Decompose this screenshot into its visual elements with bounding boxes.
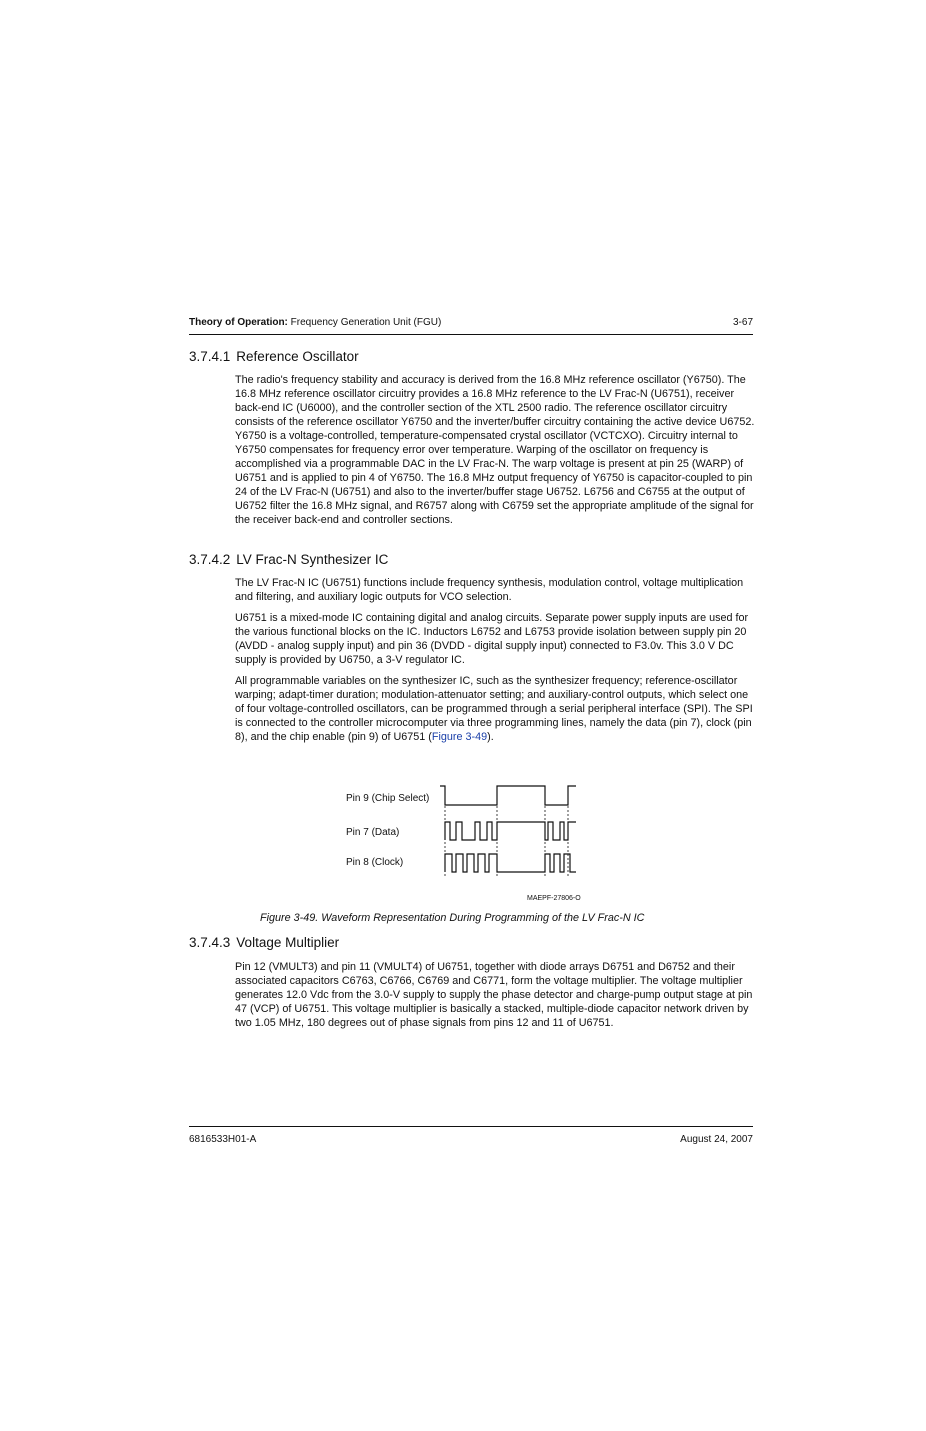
data-wave [445, 822, 576, 840]
header-title-bold: Theory of Operation: [189, 317, 288, 328]
header-title [189, 317, 441, 328]
header-title-rest: Frequency Generation Unit (FGU) [287, 317, 442, 328]
header-rule [189, 334, 753, 335]
figure-caption: Figure 3-49. Waveform Representation During Programming of the LV Frac-N IC [260, 912, 645, 924]
section-number: 3.7.4.2 [189, 552, 231, 567]
footer-date: August 24, 2007 [680, 1134, 753, 1145]
section-heading-voltage-multiplier [189, 935, 339, 950]
section-title: Reference Oscillator [236, 349, 359, 364]
clock-wave [445, 854, 576, 872]
label-chip-select: Pin 9 (Chip Select) [346, 793, 430, 804]
paragraph: Pin 12 (VMULT3) and pin 11 (VMULT4) of U6751, together with diode arrays D6751 and D6752 and their associated capacitors C6763, C6766, C6769 and C6771, form the voltage multiplier. The voltage multiplier generates 12.0 Vdc from the 3.0-V supply to supply the phase detector and charge-pump output stage at pin 47 (VCP) of U6751. This voltage multiplier is basically a stacked, multiple-diode capacitor network driven by two 1.05 MHz, 180 degrees out of phase signals from pins 12 and 11 of U6751. [235, 961, 753, 1029]
paragraph: The LV Frac-N IC (U6751) functions include frequency synthesis, modulation control, voltage multiplication and filtering, and auxiliary logic outputs for VCO selection. [235, 577, 744, 603]
footer-doc-number: 6816533H01-A [189, 1134, 257, 1145]
paragraph: U6751 is a mixed-mode IC containing digital and analog circuits. Separate power supply inputs are used for the various functional blocks on the IC. Inductors L6752 and L6753 provide isolation between supply pin 20 (AVDD - analog supply input) and pin 36 (DVDD - digital supply input) connected to F3.0v. This 3.0 V DC supply is provided by U6750, a 3-V regulator IC. [235, 612, 749, 666]
section-number: 3.7.4.1 [189, 349, 231, 364]
section-title: LV Frac-N Synthesizer IC [236, 552, 389, 567]
paragraph-tail: ). [487, 731, 494, 743]
label-data: Pin 7 (Data) [346, 827, 400, 838]
section-heading-lv-frac-n [189, 552, 388, 567]
page-header [189, 317, 753, 335]
section-title: Voltage Multiplier [236, 935, 340, 950]
section-number: 3.7.4.3 [189, 935, 231, 950]
waveform-diagram [340, 780, 590, 892]
paragraph: The radio's frequency stability and accuracy is derived from the 16.8 MHz reference oscillator (Y6750). The 16.8 MHz reference oscillator circuitry provides a 16.8 MHz reference to the LV Frac-N (U6751), receiver back-end IC (U6000), and the controller section of the XTL 2500 radio. The reference oscillator circuitry consists of the reference oscillator Y6750 and the inverter/buffer circuitry containing the active device U6752. Y6750 is a voltage-controlled, temperature-compensated crystal oscillator (VCTCXO). Circuitry internal to Y6750 compensates for frequency error over temperature. Warping of the oscillator on frequency is accomplished via a programmable DAC in the LV Frac-N. The warp voltage is present at pin 25 (WARP) of U6751 and is applied to pin 4 of Y6750. The 16.8 MHz output frequency of Y6750 is capacitor-coupled to pin 24 of the LV Frac-N (U6751) and also to the inverter/buffer stage U6752. L6756 and C6755 at the output of U6752 filter the 16.8 MHz signal, and R6757 along with C6759 set the appropriate amplitude of the signal for the receiver back-end and controller sections. [235, 374, 755, 526]
header-page-number: 3-67 [732, 317, 753, 328]
figure-code: MAEPF-27806-O [527, 895, 581, 902]
waveform-figure [340, 780, 590, 910]
footer-rule [189, 1126, 753, 1127]
section-heading-reference-oscillator [189, 349, 359, 364]
label-clock: Pin 8 (Clock) [346, 857, 404, 868]
paragraph-with-link [235, 674, 755, 744]
paragraph-text: All programmable variables on the synthesizer IC, such as the synthesizer frequency; reference-oscillator warping; adapt-timer duration; modulation-attenuator setting; and auxiliary-control outputs, which select one of four voltage-controlled oscillators, can be programmed through a serial peripheral interface (SPI). The SPI is connected to the controller microcomputer via three programming lines, namely the data (pin 7), clock (pin 8), and the chip enable (pin 9) of U6751 ( [235, 675, 753, 743]
figure-link[interactable]: Figure 3-49 [431, 731, 488, 743]
chip-select-wave [440, 786, 576, 805]
